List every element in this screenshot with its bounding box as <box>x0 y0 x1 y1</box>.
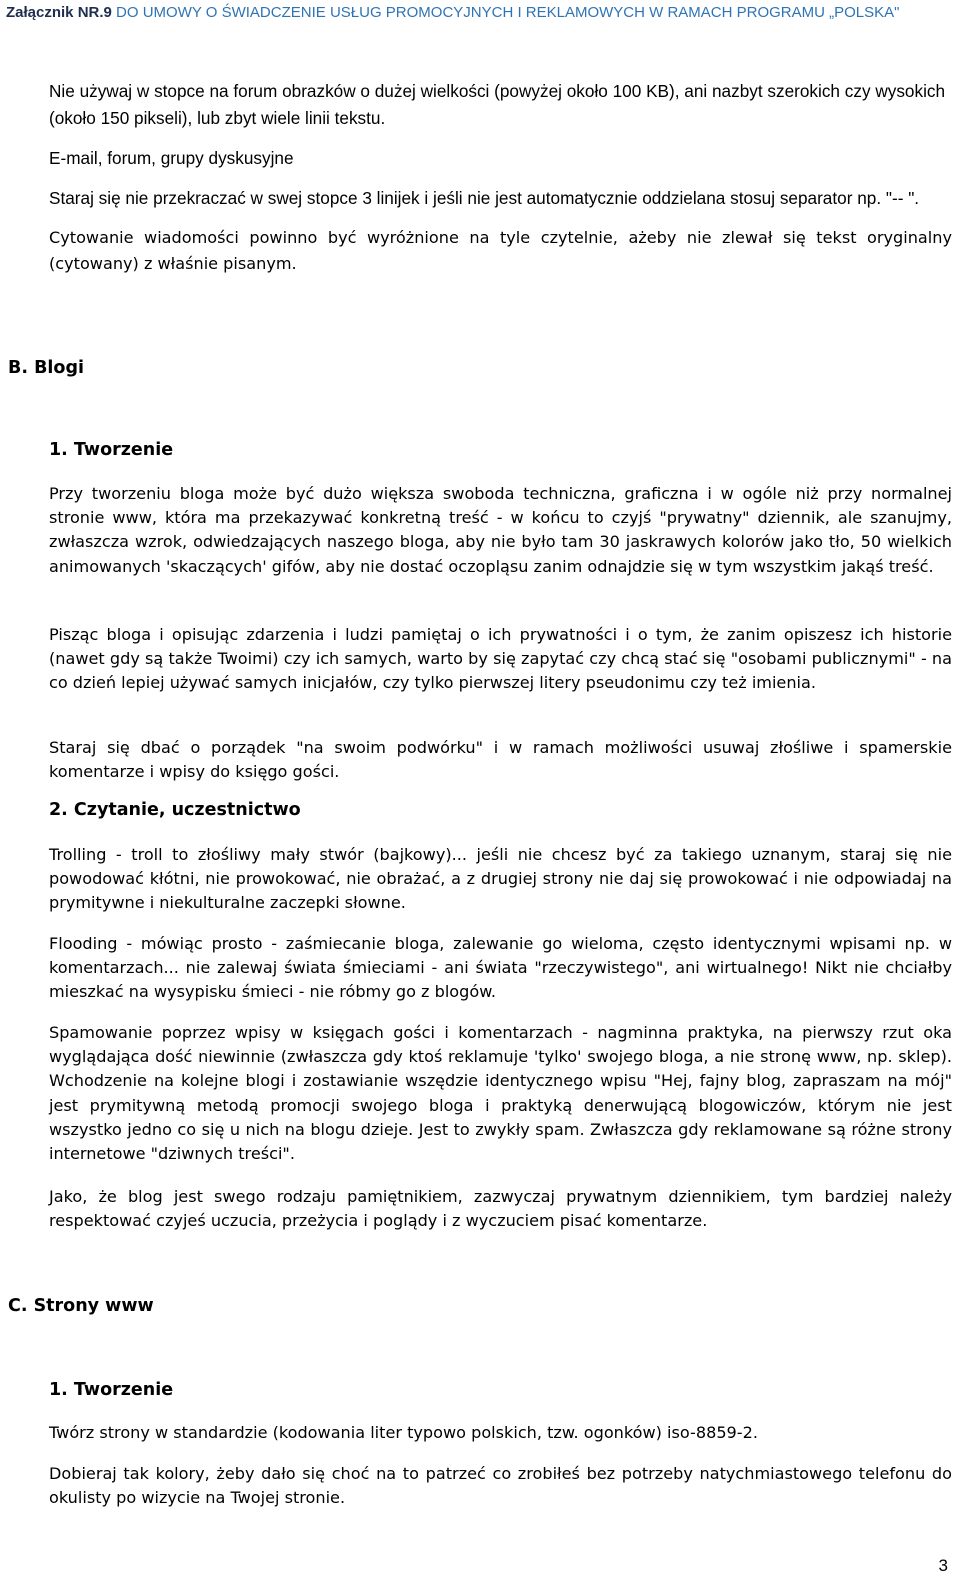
section-c-title: C. Strony www <box>8 1296 154 1316</box>
body-paragraph: Trolling - troll to złośliwy mały stwór (bajkowy)... jeśli nie chcesz być za takiego uznanym, staraj się nie powodować kłótni, nie prowokować, nie obrażać, a z drugiej strony nie daj się prowokować i nie odpowiadaj na prymitywne i niekulturalne zaczepki słowne. <box>49 845 952 913</box>
body-paragraph: Jako, że blog jest swego rodzaju pamiętnikiem, zazwyczaj prywatnym dziennikiem, tym bardziej należy respektować czyjeś uczucia, przeżycia i poglądy i z wyczuciem pisać komentarze. <box>49 1187 952 1231</box>
section-b-sub1-p2-block <box>49 623 952 696</box>
header-title: DO UMOWY O ŚWIADCZENIE USŁUG PROMOCYJNYCH I REKLAMOWYCH W RAMACH PROGRAMU „POLSKA" <box>111 4 900 21</box>
body-paragraph: Staraj się dbać o porządek "na swoim podwórku" i w ramach możliwości usuwaj złośliwe i spamerskie komentarze i wpisy do księgo gości. <box>49 738 952 782</box>
section-b-sub2-p2-block <box>49 932 952 1005</box>
section-b-sub2-p1-block <box>49 843 952 916</box>
intro-p2-block <box>49 145 952 172</box>
page-number: 3 <box>938 1556 948 1575</box>
intro-p3-block <box>49 185 952 212</box>
intro-paragraph: Staraj się nie przekraczać w swej stopce 3 linijek i jeśli nie jest automatycznie oddzielana stosuj separator np. "-- ". <box>49 188 920 208</box>
intro-p4-block <box>49 225 952 277</box>
section-b-sub2-title: 2. Czytanie, uczestnictwo <box>49 800 301 820</box>
section-b-sub1-title: 1. Tworzenie <box>49 440 174 460</box>
document-header <box>6 4 900 21</box>
intro-paragraph: Cytowanie wiadomości powinno być wyróżnione na tyle czytelnie, ażeby nie zlewał się tekst oryginalny (cytowany) z właśnie pisanym. <box>49 228 952 273</box>
section-b-sub1-p1-block <box>49 482 952 579</box>
body-paragraph: Dobieraj tak kolory, żeby dało się choć na to patrzeć co zrobiłeś bez potrzeby natychmiastowego telefonu do okulisty po wizycie na Twojej stronie. <box>49 1464 952 1508</box>
body-paragraph: Twórz strony w standardzie (kodowania liter typowo polskich, tzw. ogonków) iso-8859-2. <box>49 1423 758 1442</box>
section-c-sub1-p2-block <box>49 1462 952 1510</box>
body-paragraph: Pisząc bloga i opisując zdarzenia i ludzi pamiętaj o ich prywatności i o tym, że zanim opiszesz ich historie (nawet gdy są także Twoimi) czy ich samych, warto by się zapytać czy chcą stać się "osobami publicznymi" - na co dzień lepiej używać samych inicjałów, czy tylko pierwszej litery pseudonimu czy też imienia. <box>49 625 952 693</box>
section-b-sub2-p4-block <box>49 1185 952 1233</box>
intro-subheading: E-mail, forum, grupy dyskusyjne <box>49 148 294 168</box>
body-paragraph: Spamowanie poprzez wpisy w księgach gości i komentarzach - nagminna praktyka, na pierwszy rzut oka wyglądająca dość niewinnie (zwłaszcza gdy ktoś reklamuje 'tylko' swojego bloga, a nie stronę www, np. sklep). Wchodzenie na kolejne blogi i zostawianie wszędzie identycznego wpisu "Hej, fajny blog, zapraszam na mój" jest prymitywną metodą promocji swojego bloga i praktyką denerwującą blogowiczów, którym nie jest wszystko jedno co się u nich na blogu dzieje. Jest to zwykły spam. Zwłaszcza gdy reklamowane są różne strony internetowe "dziwnych treści". <box>49 1023 952 1164</box>
intro-paragraph: Nie używaj w stopce na forum obrazków o dużej wielkości (powyżej około 100 KB), ani nazbyt szerokich czy wysokich (około 150 pikseli), lub zbyt wiele linii tekstu. <box>49 81 946 128</box>
section-b-sub2-p3-block <box>49 1021 952 1166</box>
header-prefix: Załącznik NR.9 <box>6 4 112 21</box>
section-c-sub1-title: 1. Tworzenie <box>49 1380 174 1400</box>
section-b-title: B. Blogi <box>8 358 84 378</box>
section-c-sub1-p1-block <box>49 1421 952 1445</box>
body-paragraph: Przy tworzeniu bloga może być dużo większa swoboda techniczna, graficzna i w ogóle niż przy normalnej stronie www, która ma przekazywać konkretną treść - w końcu to czyjś "prywatny" dziennik, ale szanujmy, zwłaszcza wzrok, odwiedzających naszego bloga, aby nie było tam 30 jaskrawych kolorów jako tło, 50 wielkich animowanych 'skaczących' gifów, aby nie dostać oczopląsu zanim odnajdzie się w tym wszystkim jakąś treść. <box>49 484 952 576</box>
section-b-sub1-p3-block <box>49 736 952 784</box>
intro-p1-block <box>49 78 952 132</box>
body-paragraph: Flooding - mówiąc prosto - zaśmiecanie bloga, zalewanie go wieloma, często identycznymi wpisami np. w komentarzach... nie zalewaj świata śmieciami - ani świata "rzeczywistego", ani wirtualnego! Nikt nie chciałby mieszkać na wysypisku śmieci - nie róbmy go z blogów. <box>49 934 952 1002</box>
